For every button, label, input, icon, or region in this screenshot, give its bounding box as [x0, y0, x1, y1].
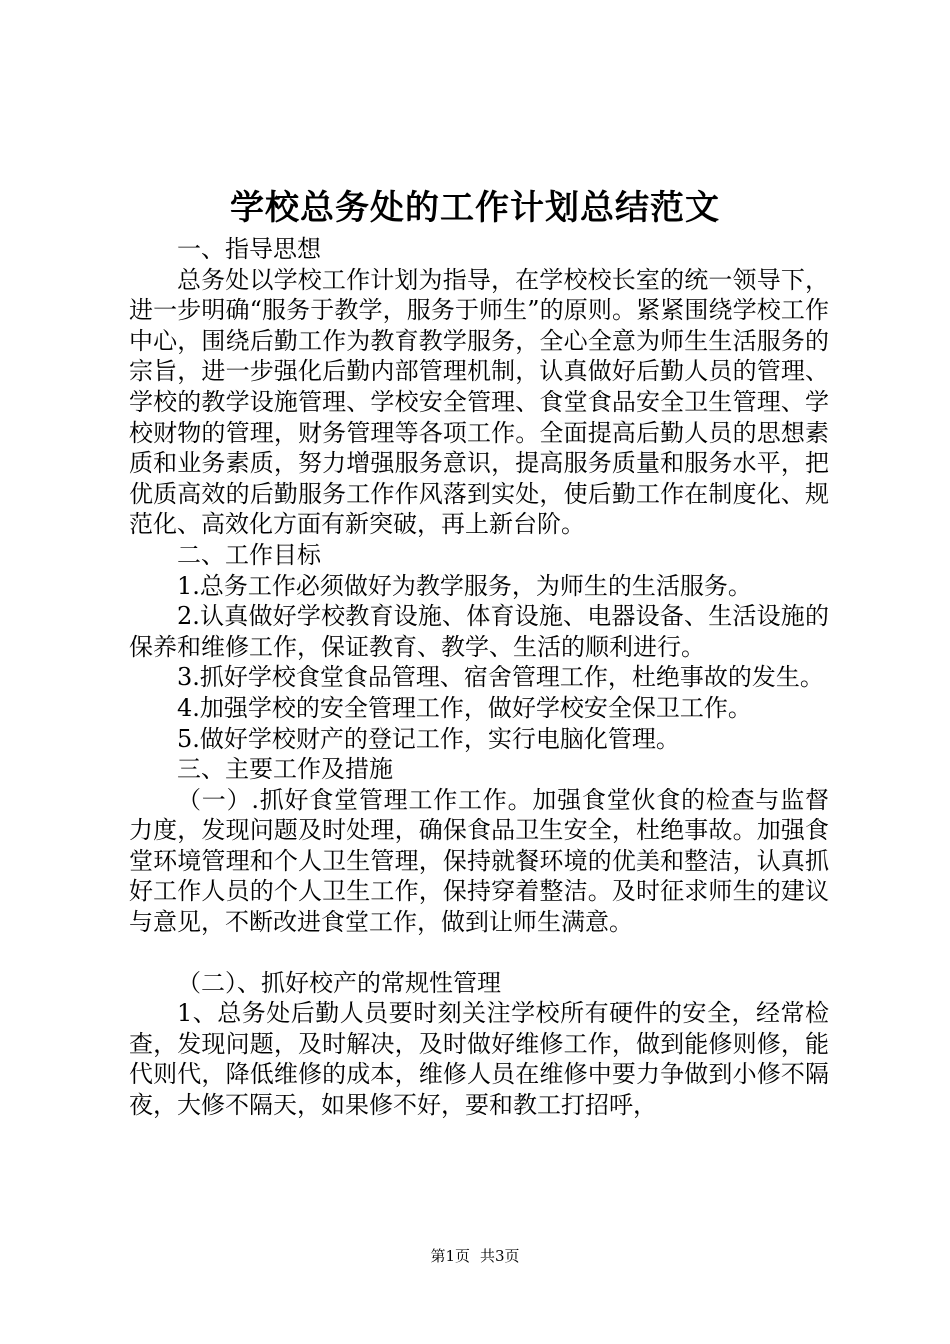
paragraph-spacer	[129, 938, 829, 968]
paragraph-canteen-management: （一）.抓好食堂管理工作工作。加强食堂伙食的检查与监督力度，发现问题及时处理，确保食品卫生安全，杜绝事故。加强食堂环境管理和个人卫生管理，保持就餐环境的优美和整洁，认真抓好工作人员的个人卫生工作，保持穿着整洁。及时征求师生的建议与意见，不断改进食堂工作，做到让师生满意。	[129, 785, 829, 937]
page-footer	[0, 1246, 950, 1266]
goal-item-2: 2.认真做好学校教育设施、体育设施、电器设备、生活设施的保养和维修工作，保证教育、教学、生活的顺利进行。	[129, 602, 829, 661]
goal-item-1: 1.总务工作必须做好为教学服务，为师生的生活服务。	[177, 571, 752, 600]
paragraph-property-item-1: 1、总务处后勤人员要时刻关注学校所有硬件的安全，经常检查，发现问题，及时解决，及时做好维修工作，做到能修则修，能代则代，降低维修的成本，维修人员在维修中要力争做到小修不隔夜，大修不隔天，如果修不好，要和教工打招呼，	[129, 999, 829, 1120]
page-number-current: 第1页	[430, 1247, 470, 1265]
document-body	[129, 234, 829, 1121]
section-heading-work-goals: 二、工作目标	[177, 540, 321, 569]
section-heading-main-work: 三、主要工作及措施	[177, 755, 393, 784]
goal-item-3: 3.抓好学校食堂食品管理、宿舍管理工作，杜绝事故的发生。	[177, 663, 824, 692]
goal-item-5: 5.做好学校财产的登记工作，实行电脑化管理。	[177, 724, 680, 753]
paragraph-guiding-thought: 总务处以学校工作计划为指导，在学校校长室的统一领导下，进一步明确“服务于教学，服务于师生”的原则。紧紧围绕学校工作中心，围绕后勤工作为教育教学服务，全心全意为师生生活服务的宗旨，进一步强化后勤内部管理机制，认真做好后勤人员的管理、学校的教学设施管理、学校安全管理、食堂食品安全卫生管理、学校财物的管理，财务管理等各项工作。全面提高后勤人员的思想素质和业务素质，努力增强服务意识，提高服务质量和服务水平，把优质高效的后勤服务工作作风落到实处，使后勤工作在制度化、规范化、高效化方面有新突破，再上新台阶。	[129, 265, 829, 539]
document-title: 学校总务处的工作计划总结范文	[230, 188, 720, 228]
section-heading-guiding-thought: 一、指导思想	[177, 235, 321, 263]
page-number-total: 共3页	[480, 1247, 520, 1265]
subsection-heading-property-management: （二）、抓好校产的常规性管理	[177, 968, 501, 997]
goal-item-4: 4.加强学校的安全管理工作，做好学校安全保卫工作。	[177, 693, 752, 722]
